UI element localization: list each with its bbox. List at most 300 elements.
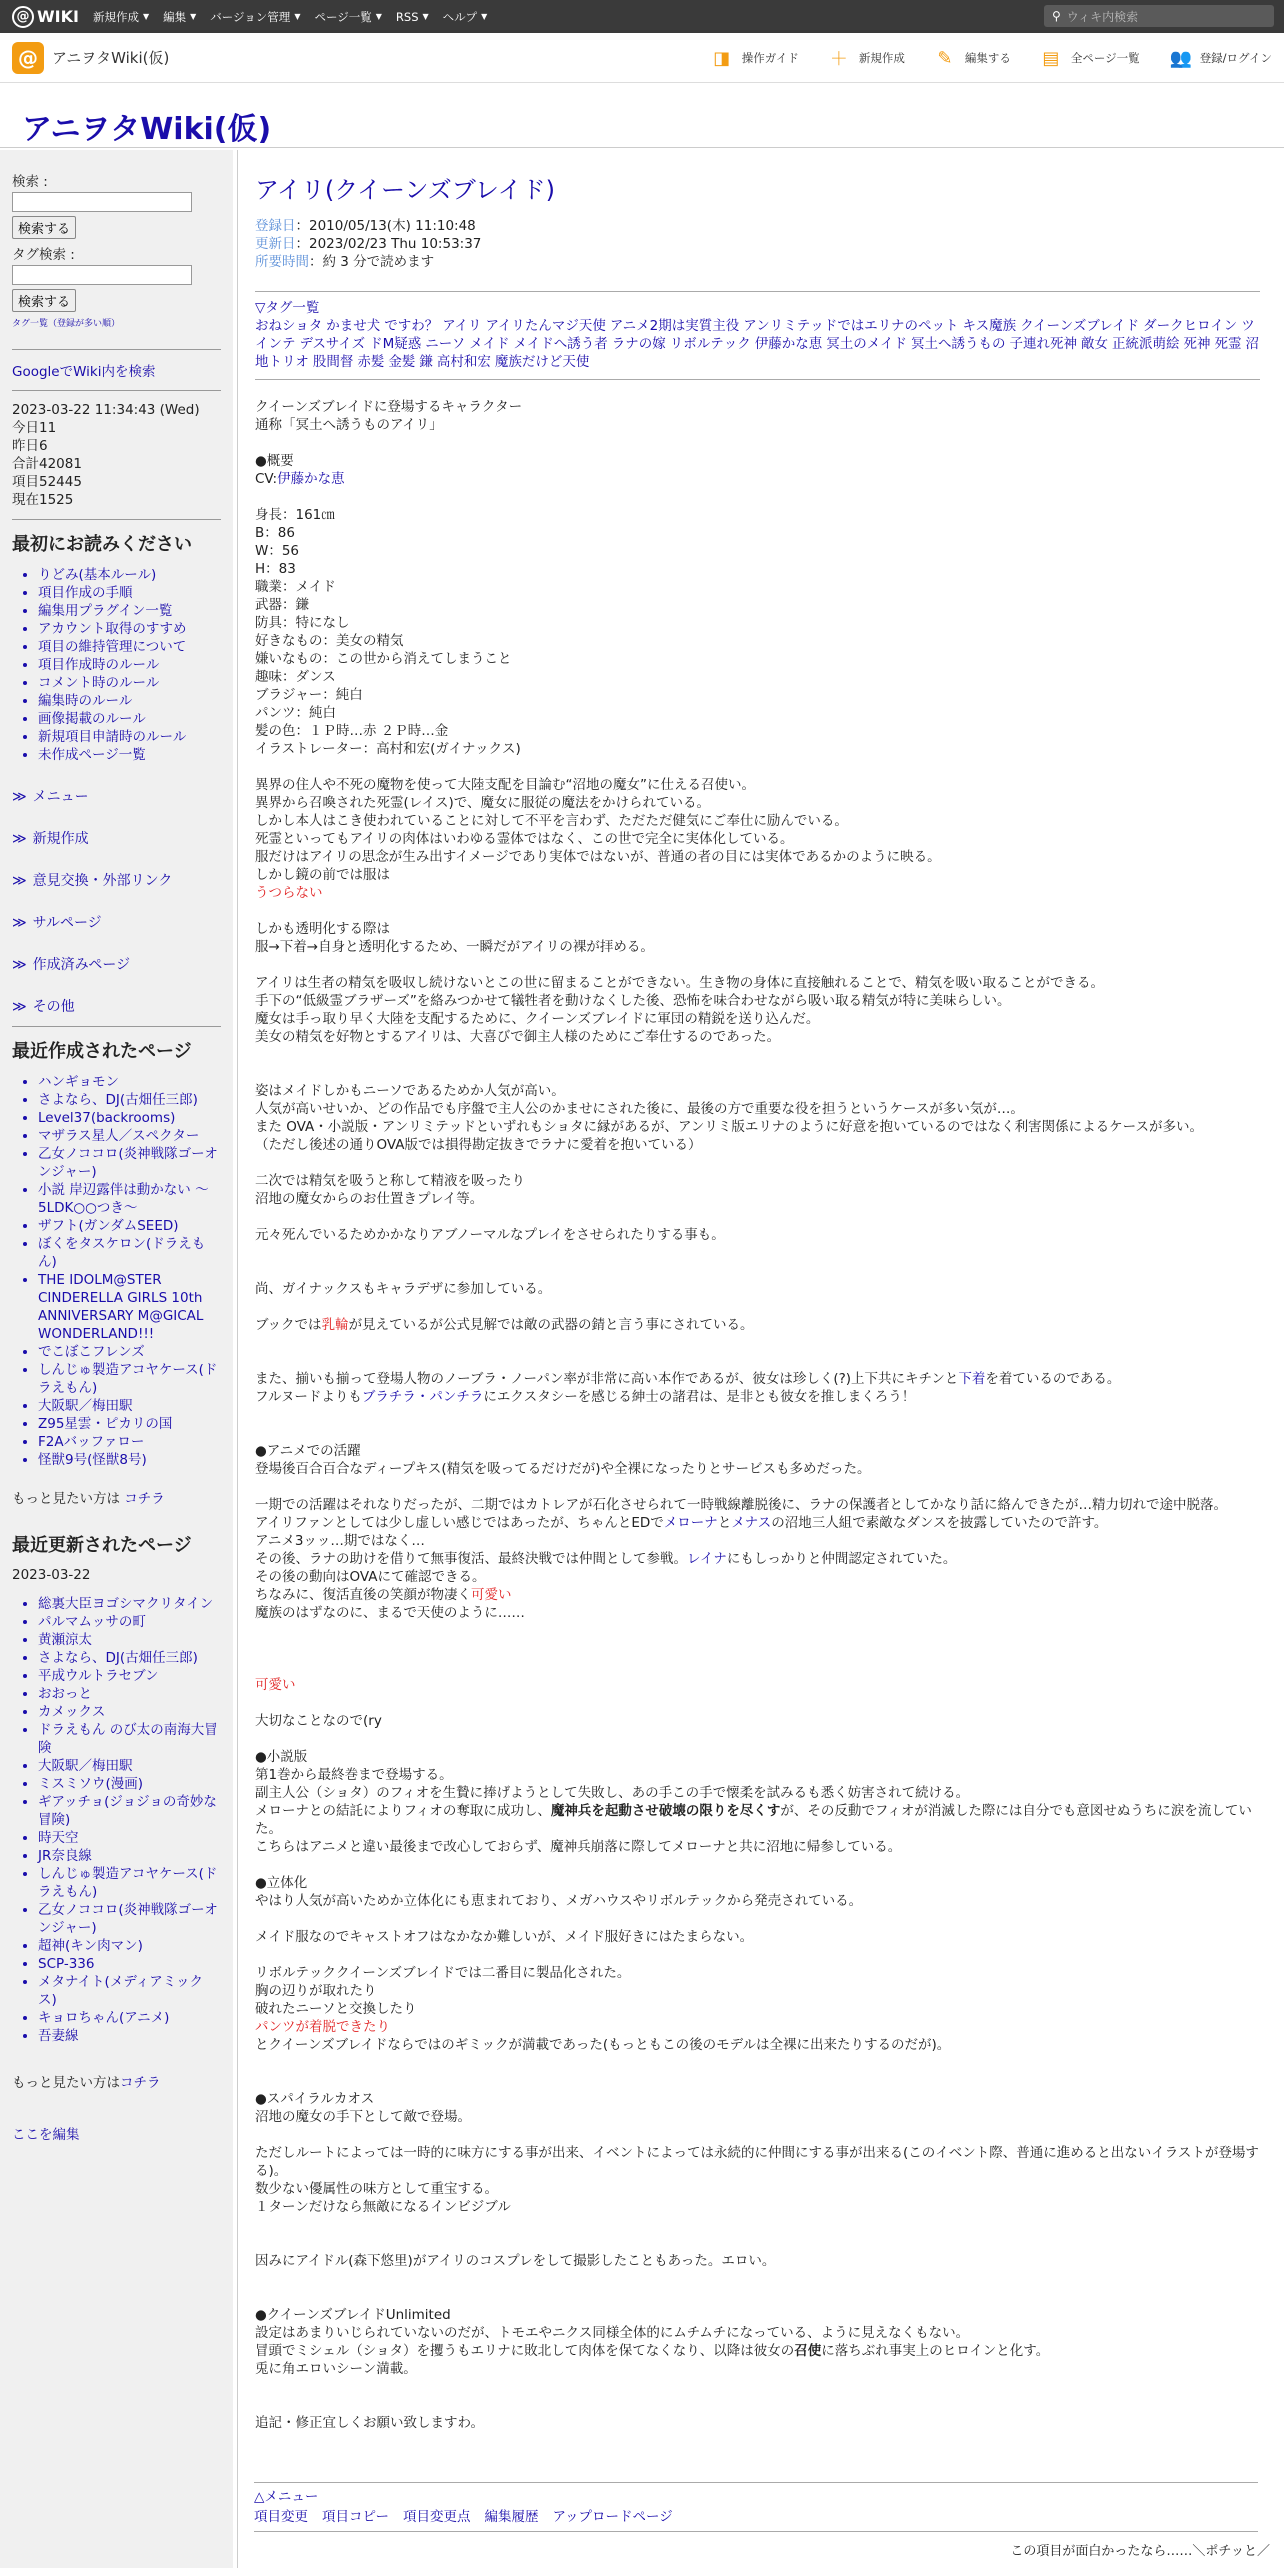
site-header <box>0 33 1284 83</box>
top-menu-label: RSS <box>395 9 419 24</box>
top-menu-label: バージョン管理 <box>210 9 291 24</box>
body-line <box>255 1190 1260 1208</box>
body-text: 破れたニーソと交換したり <box>255 2001 417 2017</box>
section-label: 作成済みページ <box>32 957 131 973</box>
footer-link[interactable]: アップロードページ <box>552 2509 673 2525</box>
body-text: 異界から召喚された死霊(レイス)で、魔女に服従の魔法をかけられている。 <box>255 795 710 811</box>
body-line <box>255 1136 1260 1154</box>
list-item[interactable]: • ぼくをタスケロン(ドラえもん) <box>38 1235 221 1271</box>
body-line <box>255 2180 1260 2198</box>
body-text: 職業：メイド <box>255 579 336 595</box>
divider <box>12 1026 221 1027</box>
page-list-icon: ▤ <box>1042 47 1060 69</box>
inline-link[interactable]: メローナ <box>663 1515 718 1531</box>
tag-link[interactable]: デスサイズ <box>299 336 366 352</box>
caret-down-icon: ▼ <box>375 12 382 21</box>
list-item[interactable]: • 項目作成の手順 <box>38 584 221 602</box>
top-menu-item[interactable] <box>396 9 429 25</box>
list-item[interactable]: • F2Aバッファロー <box>38 1433 221 1451</box>
list-item[interactable]: • りどみ(基本ルール) <box>38 566 221 584</box>
tag-search-input[interactable] <box>12 265 192 285</box>
at-logo-icon: @ <box>12 6 34 28</box>
list-item[interactable]: • アカウント取得のすすめ <box>38 620 221 638</box>
body-text: 兎に角エロいシーン満載。 <box>255 2361 417 2377</box>
list-item[interactable]: • 吾妻線 <box>38 2027 221 2045</box>
body-line <box>255 1604 1260 1622</box>
body-line <box>255 1928 1260 1946</box>
body-text: ブラジャー：純白 <box>255 687 363 703</box>
list-item[interactable]: • さよなら、DJ(古畑任三郎) <box>38 1649 221 1667</box>
body-text: 服だけはアイリの思念が生み出すイメージであり実体ではないが、普通の者の目には実体であるかのように映る。 <box>255 849 941 865</box>
tag-link[interactable]: ダークヒロイン <box>1143 318 1238 334</box>
first-read-list <box>12 566 221 764</box>
body-text: 設定はあまりいじられていないのだが、トモエやニクス同様全体的にムチムチになっている、ように見えなくもない。 <box>255 2325 970 2341</box>
body-text: メローナとの結託によりフィオの奪取に成功し、 <box>255 1803 551 1819</box>
body-line <box>255 632 1260 650</box>
body-line <box>255 2216 1260 2234</box>
body-line <box>255 2252 1260 2270</box>
body-text: 姿はメイドしかもニーソであるためか人気が高い。 <box>255 1083 565 1099</box>
section-label: 新規作成 <box>32 831 89 847</box>
registered-date: 登録日：2010/05/13(木) 11:10:48 <box>255 218 476 234</box>
body-line <box>255 1496 1260 1514</box>
body-line <box>255 1100 1260 1118</box>
list-item[interactable]: • カメックス <box>38 1703 221 1721</box>
body-line <box>255 1064 1260 1082</box>
body-text: ちなみに、復活直後の笑顔が物凄く <box>255 1587 471 1603</box>
google-search-link[interactable]: GoogleでWiki内を検索 <box>12 364 156 380</box>
body-line <box>255 758 1260 776</box>
recent-created-list <box>12 1073 221 1469</box>
body-line <box>255 596 1260 614</box>
body-text: B：86 <box>255 525 295 541</box>
body-line <box>255 2360 1260 2378</box>
list-item[interactable]: • 大阪駅／梅田駅 <box>38 1397 221 1415</box>
list-item[interactable]: • さよなら、DJ(古畑任三郎) <box>38 1091 221 1109</box>
list-item[interactable]: • 新規項目申請時のルール <box>38 728 221 746</box>
tag-link[interactable]: アニメ2期は実質主役 <box>609 318 740 334</box>
tag-link[interactable]: 伊藤かな恵 <box>754 336 823 352</box>
body-text: 嫌いなもの：この世から消えてしまうこと <box>255 651 512 667</box>
list-item[interactable]: • 総裏大臣ヨゴシマクリタイン <box>38 1595 221 1613</box>
tag-link[interactable]: 赤髪 <box>357 354 385 370</box>
top-menu-label: 新規作成 <box>92 9 139 24</box>
tag-link[interactable]: おねショタ <box>255 318 323 334</box>
tag-link[interactable]: ツインテ <box>255 318 1255 352</box>
body-line <box>255 1964 1260 1982</box>
body-text: メイド服なのでキャストオフはなかなか難しいが、メイド服好きにはたまらない。 <box>255 1929 754 1945</box>
list-item[interactable]: • 編集用プラグイン一覧 <box>38 602 221 620</box>
body-text: が見えているが公式見解では敵の武器の錆と言う事にされている。 <box>348 1317 754 1333</box>
body-line <box>255 560 1260 578</box>
body-line <box>255 1028 1260 1046</box>
list-item[interactable]: • THE IDOLM@STER CINDERELLA GIRLS 10th ANNIVERSARY M@GICAL WONDERLAND!!! <box>38 1271 221 1343</box>
body-text: 冒頭でミシェル（ショタ）を攫うもエリナに敗北して肉体を保てなくなり、以降は彼女の <box>255 2343 795 2359</box>
list-item[interactable]: • Z95星雲・ピカリの国 <box>38 1415 221 1433</box>
caret-down-icon: ▼ <box>142 12 150 21</box>
footer-link[interactable]: 項目変更 <box>254 2509 308 2525</box>
body-line <box>255 1406 1260 1424</box>
double-chevron-icon: ≫ <box>12 915 27 931</box>
body-line <box>255 542 1260 560</box>
list-item[interactable]: • 平成ウルトラセブン <box>38 1667 221 1685</box>
body-text: 通称「冥土へ誘うものアイリ」 <box>255 417 443 433</box>
body-line <box>255 1586 1260 1604</box>
body-line <box>255 884 1260 902</box>
list-item[interactable]: • 小説 岸辺露伴は動かない ～5LDK○○つき～ <box>38 1181 221 1217</box>
sidebar-search-input[interactable] <box>12 192 192 212</box>
top-menu-item[interactable] <box>93 9 149 25</box>
body-line <box>255 1460 1260 1478</box>
tag-link[interactable]: メイドへ誘う者 <box>513 336 608 352</box>
bottom-vote-text: この項目が面白かったなら……＼ポチッと／ <box>1010 2544 1270 2559</box>
inline-link[interactable]: メナス <box>731 1515 772 1531</box>
body-text: ブックでは <box>255 1317 322 1333</box>
body-line <box>255 2288 1260 2306</box>
tool-3[interactable] <box>1041 48 1140 69</box>
tag-link[interactable]: クイーンズブレイド <box>1020 318 1140 334</box>
body-line <box>255 2054 1260 2072</box>
body-line <box>255 1352 1260 1370</box>
body-text: を着ているのである。 <box>985 1371 1121 1387</box>
list-item[interactable]: • ドラえもん のび太の南海大冒険 <box>38 1721 221 1757</box>
body-line <box>255 2000 1260 2018</box>
body-line <box>255 938 1260 956</box>
body-line <box>255 1856 1260 1874</box>
body-line <box>255 1478 1260 1496</box>
top-menu-item[interactable] <box>210 9 300 25</box>
list-item[interactable]: • マザラス星人／スペクター <box>38 1127 221 1145</box>
divider <box>12 349 221 350</box>
body-line <box>255 2036 1260 2054</box>
inline-link[interactable]: ブラチラ・パンチラ <box>361 1389 484 1405</box>
inline-link[interactable]: 伊藤かな恵 <box>277 471 345 487</box>
body-text: とクイーンズブレイドならではのギミックが満載であった(もっともこの後のモデルは全裸に出来たりするのだが)。 <box>255 2037 951 2053</box>
list-item[interactable]: • Level37(backrooms) <box>38 1109 221 1127</box>
body-text: 尚、ガイナックスもキャラデザに参加している。 <box>255 1281 552 1297</box>
list-item[interactable]: • 大阪駅／梅田駅 <box>38 1757 221 1775</box>
top-menu-label: ヘルプ <box>442 9 478 24</box>
body-line <box>255 1694 1260 1712</box>
body-text: しかし鏡の前では服は <box>255 867 390 883</box>
body-text: 武器：鎌 <box>255 597 309 613</box>
tag-link[interactable]: 金髪 <box>388 354 416 370</box>
body-text: ●クイーンズブレイドUnlimited <box>255 2307 451 2323</box>
body-line <box>255 1442 1260 1460</box>
sidebar-section[interactable] <box>12 912 221 932</box>
body-text: 二次では精気を吸うと称して精液を吸ったり <box>255 1173 525 1189</box>
page-banner <box>0 98 1284 148</box>
body-line <box>255 1334 1260 1352</box>
tag-link[interactable]: アイリたんマジ天使 <box>485 318 606 334</box>
body-text: 服→下着→自身と透明化するため、一瞬だがアイリの裸が拝める。 <box>255 939 654 955</box>
list-item[interactable]: • JR奈良線 <box>38 1847 221 1865</box>
sidebar-section[interactable] <box>12 870 221 890</box>
tag-link[interactable]: キス魔族 <box>962 318 1017 334</box>
stat-line: 昨日6 <box>12 438 48 454</box>
tag-link[interactable]: 鎌 <box>419 354 433 370</box>
body-line <box>255 416 1260 434</box>
sidebar <box>0 150 233 2568</box>
list-item[interactable]: • キョロちゃん(アニメ) <box>38 2009 221 2027</box>
bold-text: 召使 <box>794 2343 822 2359</box>
stat-line: 今日11 <box>12 420 57 436</box>
body-line <box>255 2324 1260 2342</box>
body-text: 数少ない優属性の味方として重宝する。 <box>255 2181 498 2197</box>
list-item[interactable]: • おおっと <box>38 1685 221 1703</box>
footer-menu <box>254 2482 1258 2532</box>
body-line <box>255 1874 1260 1892</box>
body-text: うつらない <box>255 885 323 901</box>
list-item[interactable]: • 画像掲載のルール <box>38 710 221 728</box>
tag-link[interactable]: 敵女 <box>1080 336 1108 352</box>
body-line <box>255 866 1260 884</box>
tag-link[interactable]: 子連れ死神 <box>1009 336 1077 352</box>
tag-link[interactable]: メイド <box>469 336 510 352</box>
top-menu-item[interactable] <box>314 9 381 25</box>
body-line <box>255 2126 1260 2144</box>
body-text: その後の動向はOVAにて確認できる。 <box>255 1569 486 1585</box>
list-item[interactable]: • でこぼこフレンズ <box>38 1343 221 1361</box>
list-item[interactable]: • 項目の維持管理について <box>38 638 221 656</box>
sidebar-section[interactable] <box>12 828 221 848</box>
tool-4[interactable] <box>1170 48 1272 69</box>
body-text: また OVA・小説版・アンリミテッドといずれもショタに縁があるが、アンリミ版エリナのように好意を抱いているのではなく利害関係によるケースが多い。 <box>255 1119 1203 1135</box>
body-text: の沼地三人組で素敵なダンスを披露していたので許す。 <box>771 1515 1108 1531</box>
inline-link[interactable]: レイナ <box>687 1551 727 1567</box>
tag-box <box>255 291 1260 380</box>
site-logo-icon[interactable]: @ <box>12 42 44 74</box>
list-item[interactable]: • 乙女ノココロ(炎神戦隊ゴーオンジャー) <box>38 1145 221 1181</box>
site-title[interactable]: アニヲタWiki(仮) <box>52 49 170 67</box>
main-content <box>237 150 1284 2568</box>
list-item[interactable]: • 時天空 <box>38 1829 221 1847</box>
tag-link[interactable]: 死霊 <box>1214 336 1242 352</box>
tool-0[interactable] <box>712 48 799 69</box>
highlight-text: 可愛い <box>471 1587 512 1603</box>
body-line <box>255 650 1260 668</box>
section-label: その他 <box>32 999 75 1015</box>
recent-created-heading: 最近作成されたページ <box>12 1041 192 1062</box>
body-line <box>255 1766 1260 1784</box>
body-line <box>255 1154 1260 1172</box>
body-line <box>255 704 1260 722</box>
tag-link[interactable]: かませ犬 <box>326 318 381 334</box>
body-text: 一期での活躍はそれなりだったが、二期ではカトレアが石化させられて一時戦線離脱後に、ラナの保護者としてかなり話に絡んできたが…精力切れで途中脱落。 <box>255 1497 1227 1513</box>
body-text: 異界の住人や不死の魔物を使って大陸支配を目論む“沼地の魔女”に仕える召使い。 <box>255 777 755 793</box>
body-line <box>255 2072 1260 2090</box>
tag-link[interactable]: 冥土へ誘うもの <box>910 336 1006 352</box>
body-line <box>255 578 1260 596</box>
double-chevron-icon: ≫ <box>12 999 27 1015</box>
body-line <box>255 1226 1260 1244</box>
list-item[interactable]: • コメント時のルール <box>38 674 221 692</box>
list-item[interactable]: • 黄瀬涼太 <box>38 1631 221 1649</box>
list-item[interactable]: • 乙女ノココロ(炎神戦隊ゴーオンジャー) <box>38 1901 221 1937</box>
body-line <box>255 488 1260 506</box>
stat-line: 現在1525 <box>12 492 74 508</box>
banner-title[interactable]: アニヲタWiki(仮) <box>22 112 272 147</box>
body-line <box>255 2144 1260 2180</box>
sidebar-section[interactable] <box>12 996 221 1016</box>
more-created-link[interactable]: コチラ <box>124 1491 165 1507</box>
tags-heading[interactable]: ▽タグ一覧 <box>255 300 320 316</box>
list-item[interactable]: • ザフト(ガンダムSEED) <box>38 1217 221 1235</box>
body-line <box>255 2306 1260 2324</box>
more-updated: もっと見たい方はコチラ <box>12 2075 161 2091</box>
tag-list-link[interactable]: タグ一覧（登録が多い順） <box>12 319 121 329</box>
guide-icon: ◨ <box>713 47 731 69</box>
body-line <box>255 2108 1260 2126</box>
body-line <box>255 452 1260 470</box>
page-title[interactable]: アイリ(クイーンズブレイド) <box>255 176 556 204</box>
updated-date: 更新日：2023/02/23 Thu 10:53:37 <box>255 236 482 252</box>
list-item[interactable]: • 怪獣9号(怪獣8号) <box>38 1451 221 1469</box>
body-line <box>255 848 1260 866</box>
list-item[interactable]: • しんじゅ製造アコヤケース(ドラえもん) <box>38 1865 221 1901</box>
body-line <box>255 1640 1260 1658</box>
page-meta <box>255 217 1260 271</box>
tag-link[interactable]: ですわ？ <box>384 318 439 334</box>
tag-link[interactable]: ニーソ <box>425 336 466 352</box>
body-text: また、揃いも揃って登場人物のノーブラ・ノーパン率が非常に高い本作であるが、彼女は珍しく(?)上下共にキチンと <box>255 1371 959 1387</box>
body-text: が、その反動でフィオが消滅した際には自分でも意図せぬうちに涙を流していた。 <box>255 1803 1252 1837</box>
sidebar-section[interactable] <box>12 954 221 974</box>
body-line <box>255 812 1260 830</box>
body-line <box>255 2378 1260 2396</box>
body-line <box>255 1010 1260 1028</box>
more-updated-link[interactable]: コチラ <box>120 2075 161 2091</box>
body-text: 追記・修正宜しくお願い致しますわ。 <box>255 2415 484 2431</box>
list-item[interactable]: • SCP-336 <box>38 1955 221 1973</box>
edit-sidebar-link[interactable]: ここを編集 <box>12 2127 80 2143</box>
tool-1[interactable] <box>829 45 905 71</box>
top-menu-item[interactable] <box>163 9 196 25</box>
search-label: 検索 : <box>12 174 48 190</box>
body-text: にもしっかりと仲間認定されていた。 <box>726 1551 957 1567</box>
body-line <box>255 2018 1260 2036</box>
body-line <box>255 1658 1260 1676</box>
wiki-logo[interactable]: @ WIKI <box>12 6 79 28</box>
body-text: W：56 <box>255 543 300 559</box>
body-line <box>255 920 1260 938</box>
inline-link[interactable]: 下着 <box>958 1371 986 1387</box>
tag-search-button[interactable]: 検索する <box>12 289 76 312</box>
body-line <box>255 1082 1260 1100</box>
body-line <box>255 1730 1260 1748</box>
body-text: その後、ラナの助けを借りて無事復活、最終決戦では仲間として参戦。 <box>255 1551 687 1567</box>
wiki-search-input[interactable]: ⚲ ウィキ内検索 <box>1044 5 1274 27</box>
list-item[interactable]: • パルマムッサの町 <box>38 1613 221 1631</box>
footer-link[interactable]: 項目変更点 <box>402 2509 471 2525</box>
body-text: と <box>717 1515 732 1531</box>
list-item[interactable]: • ハンギョモン <box>38 1073 221 1091</box>
sidebar-search-button[interactable]: 検索する <box>12 216 76 239</box>
body-text: 第1巻から最終巻まで登場する。 <box>255 1767 453 1783</box>
sidebar-section[interactable] <box>12 786 221 806</box>
body-line <box>255 470 1260 488</box>
list-item[interactable]: • 編集時のルール <box>38 692 221 710</box>
body-line <box>255 1298 1260 1316</box>
top-menu-item[interactable] <box>443 9 488 25</box>
caret-down-icon: ▼ <box>294 12 301 21</box>
list-item[interactable]: • 超神(キン肉マン) <box>38 1937 221 1955</box>
list-item[interactable]: • ミスミソウ(漫画) <box>38 1775 221 1793</box>
body-line <box>255 2414 1260 2432</box>
tool-label: 全ページ一覧 <box>1070 51 1140 65</box>
list-item[interactable]: • ギアッチョ(ジョジョの奇妙な冒険) <box>38 1793 221 1829</box>
tag-link[interactable]: 正統派萌絵 <box>1111 336 1180 352</box>
body-text: （ただし後述の通りOVA版では損得勘定抜きでラナに愛着を抱いている） <box>255 1137 702 1153</box>
list-item[interactable]: • メタナイト(メディアミックス) <box>38 1973 221 2009</box>
body-text: １ターンだけなら無敵になるインビジブル <box>255 2199 511 2215</box>
footer-link[interactable]: 項目コピー <box>322 2509 389 2525</box>
body-line <box>255 2198 1260 2216</box>
body-text: にエクスタシーを感じる紳士の諸君は、是非とも彼女を推しまくろう！ <box>483 1389 916 1405</box>
tool-2[interactable] <box>935 48 1011 69</box>
double-chevron-icon: ≫ <box>12 789 27 805</box>
body-text: 胸の辺りが取れたり <box>255 1983 377 1999</box>
body-line <box>255 1514 1260 1532</box>
divider <box>12 519 221 520</box>
article-body <box>255 398 1260 2432</box>
tag-link[interactable]: アンリミテッドではエリナのペット <box>743 318 959 334</box>
body-text: パンツ：純白 <box>255 705 336 721</box>
body-line <box>255 1316 1260 1334</box>
list-item[interactable]: • 項目作成時のルール <box>38 656 221 674</box>
pencil-icon: ✎ <box>937 47 953 69</box>
body-line <box>255 1244 1260 1262</box>
section-label: メニュー <box>32 789 89 805</box>
tool-label: 編集する <box>964 51 1011 65</box>
highlight-text: 乳輪 <box>321 1317 349 1333</box>
first-read-heading: 最初にお読みください <box>12 534 192 555</box>
tag-link[interactable]: 死神 <box>1183 336 1211 352</box>
tag-link[interactable]: ラナの嫁 <box>611 336 666 352</box>
body-text: 防具：特になし <box>255 615 350 631</box>
footer-link[interactable]: 編集履歴 <box>484 2509 539 2525</box>
body-line <box>255 1532 1260 1550</box>
body-line <box>255 1622 1260 1640</box>
body-line <box>255 740 1260 758</box>
body-line <box>255 2234 1260 2252</box>
body-text: 沼地の魔女からのお仕置きプレイ等。 <box>255 1191 484 1207</box>
tag-link[interactable]: リボルテック <box>669 336 751 352</box>
tag-link[interactable]: 魔族だけど天使 <box>494 354 590 370</box>
tag-link[interactable]: 冥土のメイド <box>826 336 907 352</box>
tag-link[interactable]: 高村和宏 <box>436 354 491 370</box>
body-line <box>255 1892 1260 1910</box>
tag-link[interactable]: アイリ <box>442 318 482 334</box>
footer-menu-heading[interactable]: △メニュー <box>254 2489 319 2505</box>
body-text: 魔族のはずなのに、まるで天使のように…… <box>255 1605 525 1621</box>
read-time: 所要時間：約 3 分で読めます <box>255 254 435 270</box>
body-line <box>255 1748 1260 1766</box>
tag-link[interactable]: 沼地トリオ <box>255 336 1259 370</box>
list-item[interactable]: • 未作成ページ一覧 <box>38 746 221 764</box>
body-text: しかも透明化する際は <box>255 921 390 937</box>
list-item[interactable]: • しんじゅ製造アコヤケース(ドラえもん) <box>38 1361 221 1397</box>
caret-down-icon: ▼ <box>481 12 488 21</box>
tag-link[interactable]: ドM疑惑 <box>369 336 422 352</box>
body-text: ●スパイラルカオス <box>255 2091 375 2107</box>
double-chevron-icon: ≫ <box>12 831 27 847</box>
body-line <box>255 2396 1260 2414</box>
stat-line: 合計42081 <box>12 456 82 472</box>
body-line <box>255 506 1260 524</box>
tag-link[interactable]: 股間督 <box>312 354 354 370</box>
body-line <box>255 1118 1260 1136</box>
